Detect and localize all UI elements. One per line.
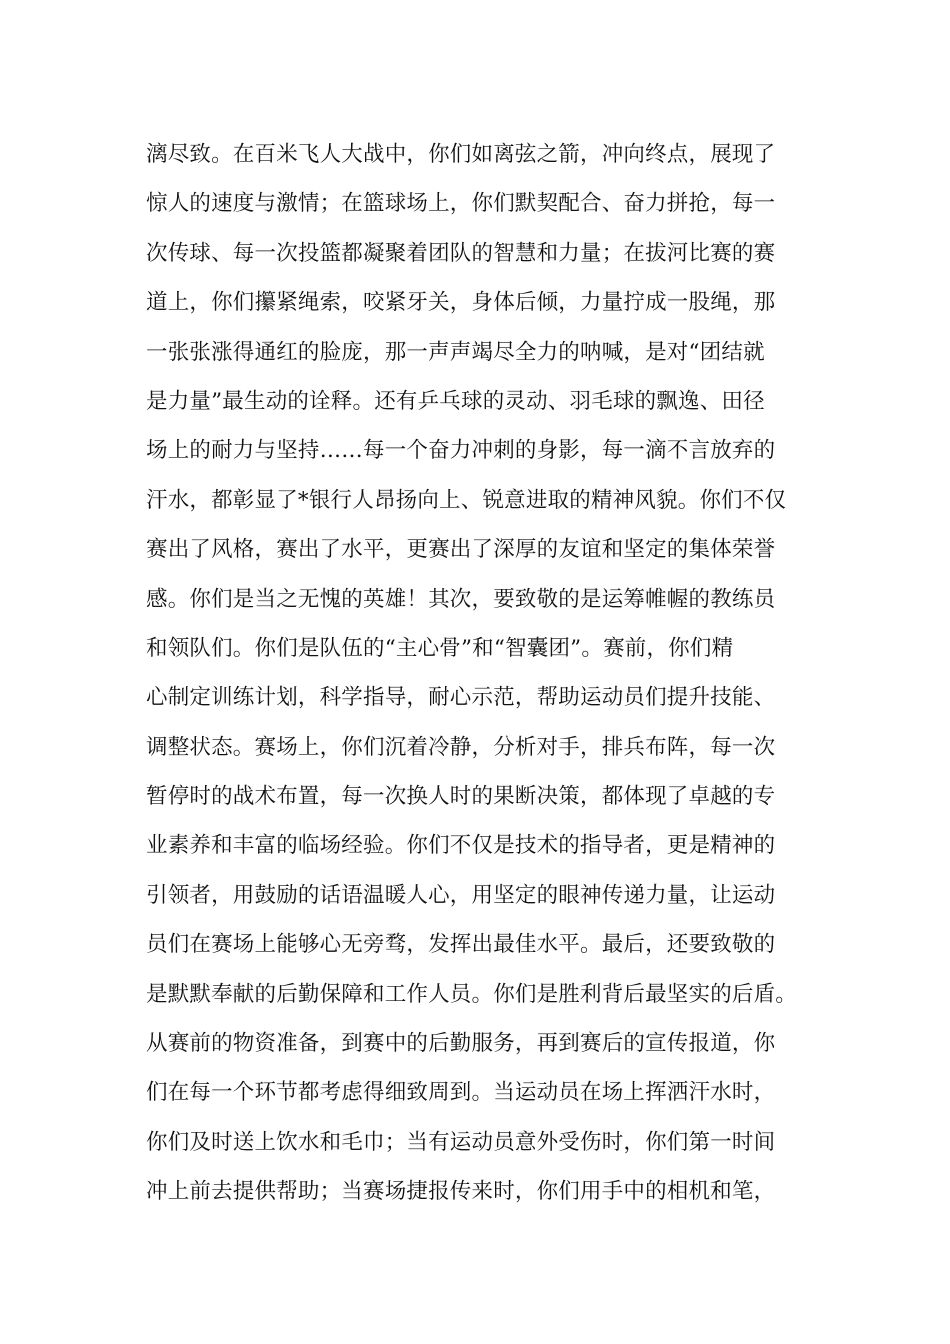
text-line-15: 业素养和丰富的临场经验。你们不仅是技术的指导者，更是精神的 [146, 833, 776, 859]
text-line-6: 是力量”最生动的诠释。还有乒乓球的灵动、羽毛球的飘逸、田径 [146, 388, 765, 414]
text-line-2: 惊人的速度与激情；在篮球场上，你们默契配合、奋力拼抢，每一 [146, 191, 776, 217]
text-line-11: 和领队们。你们是队伍的“主心骨”和“智囊团”。赛前，你们精 [146, 635, 734, 661]
text-line-14: 暂停时的战术布置，每一次换人时的果断决策，都体现了卓越的专 [146, 784, 776, 810]
text-line-7: 场上的耐力与坚持……每一个奋力冲刺的身影，每一滴不言放弃的 [146, 438, 776, 464]
text-line-10: 感。你们是当之无愧的英雄！其次，要致敬的是运筹帷幄的教练员 [146, 586, 776, 612]
text-line-12: 心制定训练计划，科学指导，耐心示范，帮助运动员们提升技能、 [146, 685, 776, 711]
text-line-20: 们在每一个环节都考虑得细致周到。当运动员在场上挥洒汗水时， [146, 1080, 776, 1106]
text-line-5: 一张张涨得通红的脸庞，那一声声竭尽全力的呐喊，是对“团结就 [146, 339, 765, 365]
text-line-16: 引领者，用鼓励的话语温暖人心，用坚定的眼神传递力量，让运动 [146, 882, 776, 908]
text-line-4: 道上，你们攥紧绳索，咬紧牙关，身体后倾，力量拧成一股绳，那 [146, 290, 776, 316]
text-line-22: 冲上前去提供帮助；当赛场捷报传来时，你们用手中的相机和笔， [146, 1179, 776, 1205]
body-paragraph [146, 130, 836, 1217]
text-line-19: 从赛前的物资准备，到赛中的后勤服务，再到赛后的宣传报道，你 [146, 1031, 776, 1057]
text-line-18: 是默默奉献的后勤保障和工作人员。你们是胜利背后最坚实的后盾。 [146, 981, 798, 1007]
text-line-21: 你们及时送上饮水和毛巾；当有运动员意外受伤时，你们第一时间 [146, 1129, 776, 1155]
text-line-13: 调整状态。赛场上，你们沉着冷静，分析对手，排兵布阵，每一次 [146, 734, 776, 760]
text-line-8: 汗水，都彰显了*银行人昂扬向上、锐意进取的精神风貌。你们不仅 [146, 487, 787, 513]
text-line-3: 次传球、每一次投篮都凝聚着团队的智慧和力量；在拔河比赛的赛 [146, 240, 776, 266]
text-line-1: 漓尽致。在百米飞人大战中，你们如离弦之箭，冲向终点，展现了 [146, 142, 776, 167]
text-line-17: 员们在赛场上能够心无旁骛，发挥出最佳水平。最后，还要致敬的 [146, 932, 776, 958]
text-line-9: 赛出了风格，赛出了水平，更赛出了深厚的友谊和坚定的集体荣誉 [146, 537, 776, 563]
